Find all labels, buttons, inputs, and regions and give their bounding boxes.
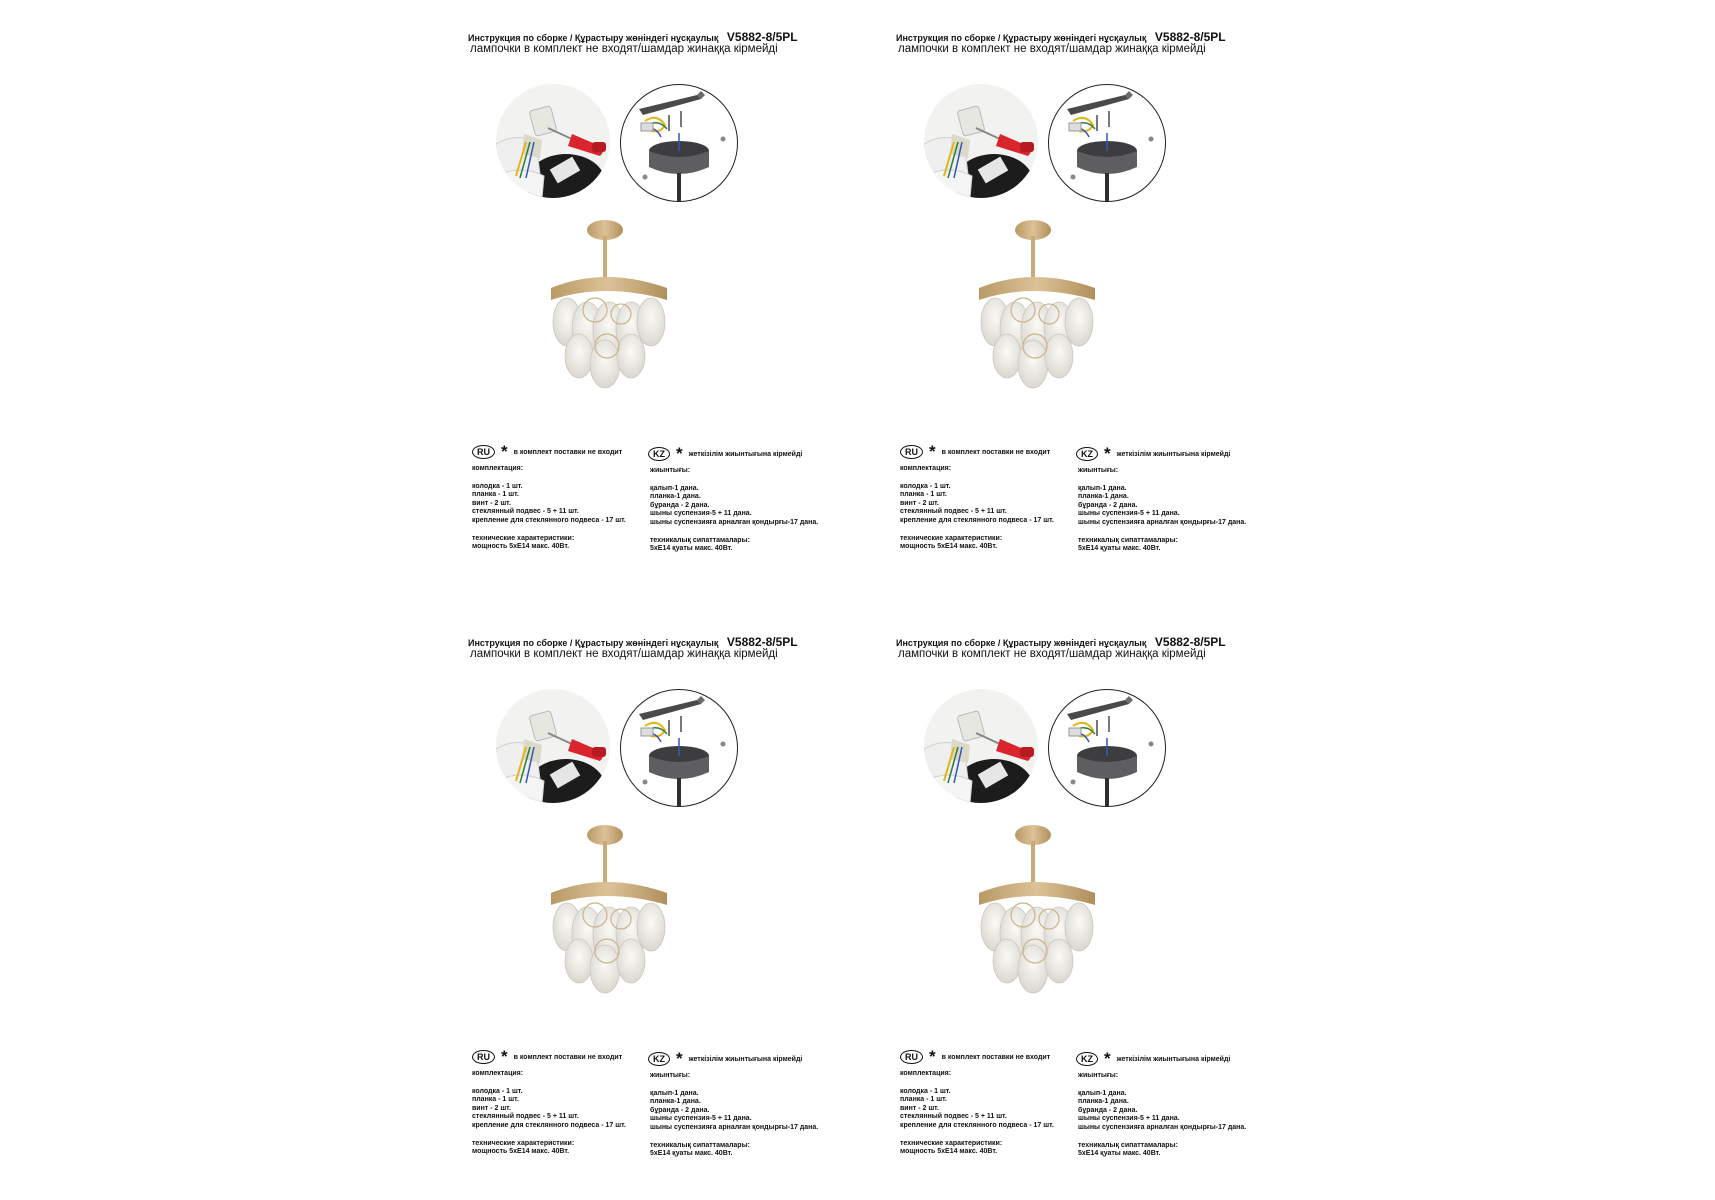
model-number: V5882-8/5PL (1154, 635, 1226, 649)
kz-kit-item: планка-1 дана. (650, 493, 701, 501)
mounting-diagram-icon (620, 689, 738, 807)
kz-kit-item: қалып-1 дана. (1078, 484, 1127, 492)
kz-note-row (1076, 444, 1231, 463)
sheet-title (896, 635, 1296, 649)
ru-kit-item: планка - 1 шт. (900, 1096, 947, 1104)
ru-kit-item: планка - 1 шт. (472, 1096, 519, 1104)
title-text: Инструкция по сборке / Құрастыру жөніндегі нұсқаулық (896, 638, 1147, 648)
asterisk-icon: * (501, 442, 508, 461)
instruction-sheet-2 (866, 0, 1286, 590)
kz-kit-item: қалып-1 дана. (1078, 1089, 1127, 1097)
ru-note: в комплект поставки не входит (941, 1053, 1051, 1061)
ru-note-row (472, 442, 623, 461)
kz-spec-header: техникалық сипаттамалары: (1078, 536, 1178, 544)
chandelier-photo-icon (543, 823, 678, 998)
title-text: Инструкция по сборке / Құрастыру жөніндегі нұсқаулық (896, 33, 1147, 43)
kz-kit-item: шыны суспензияға арналған қондырғы-17 дана. (1078, 1123, 1247, 1131)
kz-spec: 5xE14 қуаты макс. 40Вт. (1078, 1150, 1161, 1158)
model-number: V5882-8/5PL (726, 635, 798, 649)
chandelier-photo-icon (971, 218, 1106, 393)
bulbs-note: лампочки в комплект не входят/шамдар жинаққа кірмейді (898, 43, 1206, 55)
ru-spec-header: технические характеристики: (900, 1139, 1003, 1147)
mounting-diagram-icon (1048, 689, 1166, 807)
ru-kit-block (472, 1070, 626, 1157)
kz-kit-item: планка-1 дана. (1078, 493, 1129, 501)
kz-note-row (648, 444, 803, 463)
kz-kit-item: шыны суспензияға арналған қондырғы-17 дана. (1078, 518, 1247, 526)
bulbs-note: лампочки в комплект не входят/шамдар жинаққа кірмейді (470, 43, 778, 55)
ru-kit-item: крепление для стеклянного подвеса - 17 шт. (900, 516, 1054, 524)
kz-spec-header: техникалық сипаттамалары: (650, 1141, 750, 1149)
asterisk-icon: * (501, 1047, 508, 1066)
kz-spec-header: техникалық сипаттамалары: (1078, 1141, 1178, 1149)
kz-kit-item: қалып-1 дана. (650, 1089, 699, 1097)
kz-spec: 5xE14 қуаты макс. 40Вт. (650, 1150, 733, 1158)
kz-kit-block (1078, 467, 1246, 554)
kz-kit-item: шыны суспензия-5 + 11 дана. (1078, 1115, 1180, 1123)
ru-kit-item: винт - 2 шт. (900, 1104, 939, 1112)
kz-kit-header: жиынтығы: (650, 467, 691, 474)
wiring-photo-icon (496, 84, 610, 198)
title-text: Инструкция по сборке / Құрастыру жөніндегі нұсқаулық (468, 33, 719, 43)
chandelier-photo-icon (543, 218, 678, 393)
instruction-sheet-4 (866, 605, 1286, 1195)
ru-spec: мощность 5xE14 макс. 40Вт. (472, 543, 570, 551)
kz-kit-item: бұранда - 2 дана. (650, 501, 710, 509)
kz-note: жеткізілім жиынтығына кірмейді (688, 1055, 803, 1063)
kz-badge: KZ (1076, 447, 1098, 461)
asterisk-icon: * (676, 1049, 683, 1068)
ru-kit-item: планка - 1 шт. (472, 491, 519, 499)
model-number: V5882-8/5PL (1154, 30, 1226, 44)
ru-note: в комплект поставки не входит (941, 448, 1051, 456)
ru-spec-header: технические характеристики: (472, 534, 575, 542)
kz-kit-header: жиынтығы: (650, 1072, 691, 1079)
title-text: Инструкция по сборке / Құрастыру жөніндегі нұсқаулық (468, 638, 719, 648)
ru-kit-item: крепление для стеклянного подвеса - 17 шт. (472, 1121, 626, 1129)
ru-kit-header: комплектация: (900, 465, 952, 472)
kz-kit-item: шыны суспензия-5 + 11 дана. (650, 1115, 752, 1123)
wiring-photo-icon (924, 689, 1038, 803)
instruction-sheet-3 (438, 605, 858, 1195)
ru-kit-header: комплектация: (900, 1070, 952, 1077)
ru-badge: RU (900, 1050, 923, 1064)
kz-badge: KZ (1076, 1052, 1098, 1066)
kz-kit-item: планка-1 дана. (650, 1098, 701, 1106)
ru-spec-header: технические характеристики: (472, 1139, 575, 1147)
kz-spec: 5xE14 қуаты макс. 40Вт. (650, 545, 733, 553)
kz-note: жеткізілім жиынтығына кірмейді (1116, 1055, 1231, 1063)
ru-kit-item: колодка - 1 шт. (472, 1087, 523, 1095)
chandelier-photo-icon (971, 823, 1106, 998)
kz-note: жеткізілім жиынтығына кірмейді (688, 450, 803, 458)
ru-kit-item: стеклянный подвес - 5 + 11 шт. (472, 1113, 579, 1121)
bulbs-note: лампочки в комплект не входят/шамдар жинаққа кірмейді (470, 648, 778, 660)
kz-kit-item: шыны суспензия-5 + 11 дана. (1078, 510, 1180, 518)
ru-kit-block (900, 1070, 1054, 1157)
ru-kit-header: комплектация: (472, 1070, 524, 1077)
ru-spec: мощность 5xE14 макс. 40Вт. (900, 1148, 998, 1156)
asterisk-icon: * (1104, 1049, 1111, 1068)
asterisk-icon: * (1104, 444, 1111, 463)
kz-kit-block (650, 1072, 818, 1159)
ru-kit-item: колодка - 1 шт. (900, 1087, 951, 1095)
ru-spec-header: технические характеристики: (900, 534, 1003, 542)
kz-badge: KZ (648, 1052, 670, 1066)
ru-kit-item: винт - 2 шт. (472, 499, 511, 507)
sheet-title (896, 30, 1296, 44)
kz-kit-header: жиынтығы: (1078, 467, 1119, 474)
instruction-sheet-1 (438, 0, 858, 590)
sheet-title (468, 635, 868, 649)
ru-kit-item: стеклянный подвес - 5 + 11 шт. (900, 1113, 1007, 1121)
ru-spec: мощность 5xE14 макс. 40Вт. (472, 1148, 570, 1156)
kz-badge: KZ (648, 447, 670, 461)
sheet-title (468, 30, 868, 44)
ru-note: в комплект поставки не входит (513, 448, 623, 456)
ru-kit-item: стеклянный подвес - 5 + 11 шт. (900, 508, 1007, 516)
ru-kit-item: стеклянный подвес - 5 + 11 шт. (472, 508, 579, 516)
kz-kit-item: планка-1 дана. (1078, 1098, 1129, 1106)
mounting-diagram-icon (620, 84, 738, 202)
kz-note: жеткізілім жиынтығына кірмейді (1116, 450, 1231, 458)
asterisk-icon: * (929, 1047, 936, 1066)
kz-kit-item: қалып-1 дана. (650, 484, 699, 492)
bulbs-note: лампочки в комплект не входят/шамдар жинаққа кірмейді (898, 648, 1206, 660)
ru-note-row (900, 1047, 1051, 1066)
wiring-photo-icon (496, 689, 610, 803)
ru-kit-item: винт - 2 шт. (472, 1104, 511, 1112)
kz-spec: 5xE14 қуаты макс. 40Вт. (1078, 545, 1161, 553)
ru-kit-block (472, 465, 626, 552)
ru-kit-item: винт - 2 шт. (900, 499, 939, 507)
ru-spec: мощность 5xE14 макс. 40Вт. (900, 543, 998, 551)
ru-kit-item: колодка - 1 шт. (900, 482, 951, 490)
ru-badge: RU (900, 445, 923, 459)
kz-note-row (648, 1049, 803, 1068)
asterisk-icon: * (676, 444, 683, 463)
kz-spec-header: техникалық сипаттамалары: (650, 536, 750, 544)
ru-kit-block (900, 465, 1054, 552)
asterisk-icon: * (929, 442, 936, 461)
model-number: V5882-8/5PL (726, 30, 798, 44)
ru-kit-item: крепление для стеклянного подвеса - 17 шт. (900, 1121, 1054, 1129)
kz-kit-block (650, 467, 818, 554)
ru-note-row (472, 1047, 623, 1066)
kz-kit-header: жиынтығы: (1078, 1072, 1119, 1079)
ru-badge: RU (472, 1050, 495, 1064)
ru-kit-item: колодка - 1 шт. (472, 482, 523, 490)
kz-kit-item: бұранда - 2 дана. (650, 1106, 710, 1114)
kz-note-row (1076, 1049, 1231, 1068)
ru-kit-item: планка - 1 шт. (900, 491, 947, 499)
ru-kit-header: комплектация: (472, 465, 524, 472)
kz-kit-item: бұранда - 2 дана. (1078, 501, 1138, 509)
ru-note-row (900, 442, 1051, 461)
kz-kit-item: шыны суспензияға арналған қондырғы-17 дана. (650, 1123, 819, 1131)
kz-kit-item: бұранда - 2 дана. (1078, 1106, 1138, 1114)
ru-note: в комплект поставки не входит (513, 1053, 623, 1061)
kz-kit-item: шыны суспензия-5 + 11 дана. (650, 510, 752, 518)
ru-badge: RU (472, 445, 495, 459)
mounting-diagram-icon (1048, 84, 1166, 202)
kz-kit-block (1078, 1072, 1246, 1159)
kz-kit-item: шыны суспензияға арналған қондырғы-17 дана. (650, 518, 819, 526)
wiring-photo-icon (924, 84, 1038, 198)
ru-kit-item: крепление для стеклянного подвеса - 17 шт. (472, 516, 626, 524)
